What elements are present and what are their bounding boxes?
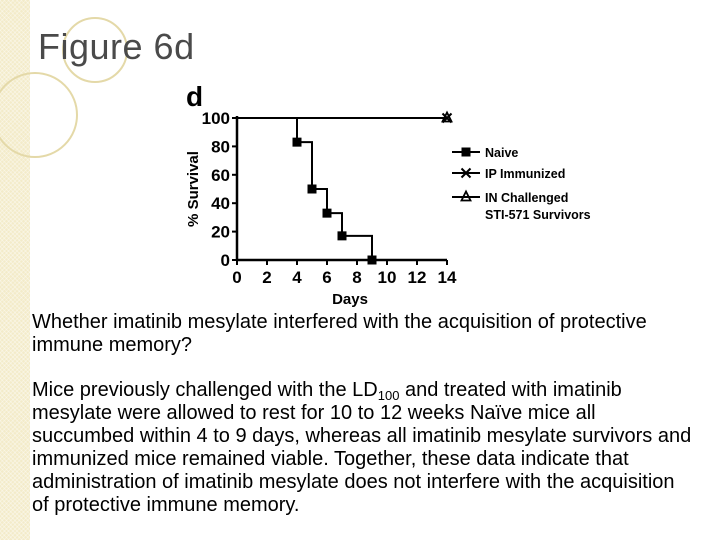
- series-0-point: [368, 256, 377, 265]
- x-tick-label: 10: [377, 268, 397, 287]
- y-tick-label: 60: [211, 165, 230, 185]
- answer-text: [32, 379, 692, 517]
- legend-label-2: IN Challenged: [485, 191, 569, 205]
- x-tick-label: 6: [322, 268, 332, 287]
- y-tick-label: 0: [220, 251, 230, 270]
- y-tick-label: 100: [201, 109, 230, 128]
- x-tick-label: 14: [437, 268, 457, 287]
- legend-label-0: Naive: [485, 146, 519, 160]
- answer-text-part1: Mice previously challenged with the LD: [32, 379, 378, 401]
- y-tick-label: 40: [211, 194, 230, 214]
- x-tick-label: 2: [262, 268, 272, 287]
- question-text: Whether imatinib mesylate interfered with the acquisition of protective immune memory?: [32, 311, 647, 356]
- x-tick-label: 8: [352, 268, 362, 287]
- answer-text-part2: and treated with imatinib mesylate were allowed to rest for 10 to 12 weeks Naïve mice all succumbed within 4 to 9 days, whereas all imatinib mesylate survivors and immunized mice remained viable. Together, these data indicate that administration of imatinib mesylate does not interfere with the acquisition of protective immune memory.: [32, 379, 692, 516]
- slide-title: Figure 6d: [38, 26, 195, 67]
- legend-marker-0: [462, 148, 471, 157]
- y-axis-title: % Survival: [185, 151, 202, 227]
- series-0-point: [338, 231, 347, 240]
- series-0-point: [293, 138, 302, 147]
- x-tick-label: 4: [292, 268, 302, 287]
- y-tick-label: 80: [211, 137, 230, 157]
- series-line-0: [237, 118, 372, 260]
- series-0-point: [308, 185, 317, 194]
- x-tick-label: 12: [407, 268, 427, 287]
- y-tick-label: 20: [211, 222, 230, 242]
- survival-chart-svg: [180, 78, 600, 310]
- survival-chart: [180, 78, 600, 310]
- x-axis-title: Days: [332, 291, 368, 308]
- decorative-circles: [0, 0, 140, 160]
- legend-label-1: IP Immunized: [485, 167, 566, 181]
- series-0-point: [323, 209, 332, 218]
- panel-label: d: [186, 81, 204, 112]
- legend-label-2: STI-571 Survivors: [485, 208, 591, 222]
- answer-subscript: 100: [377, 388, 400, 403]
- x-tick-label: 0: [232, 268, 242, 287]
